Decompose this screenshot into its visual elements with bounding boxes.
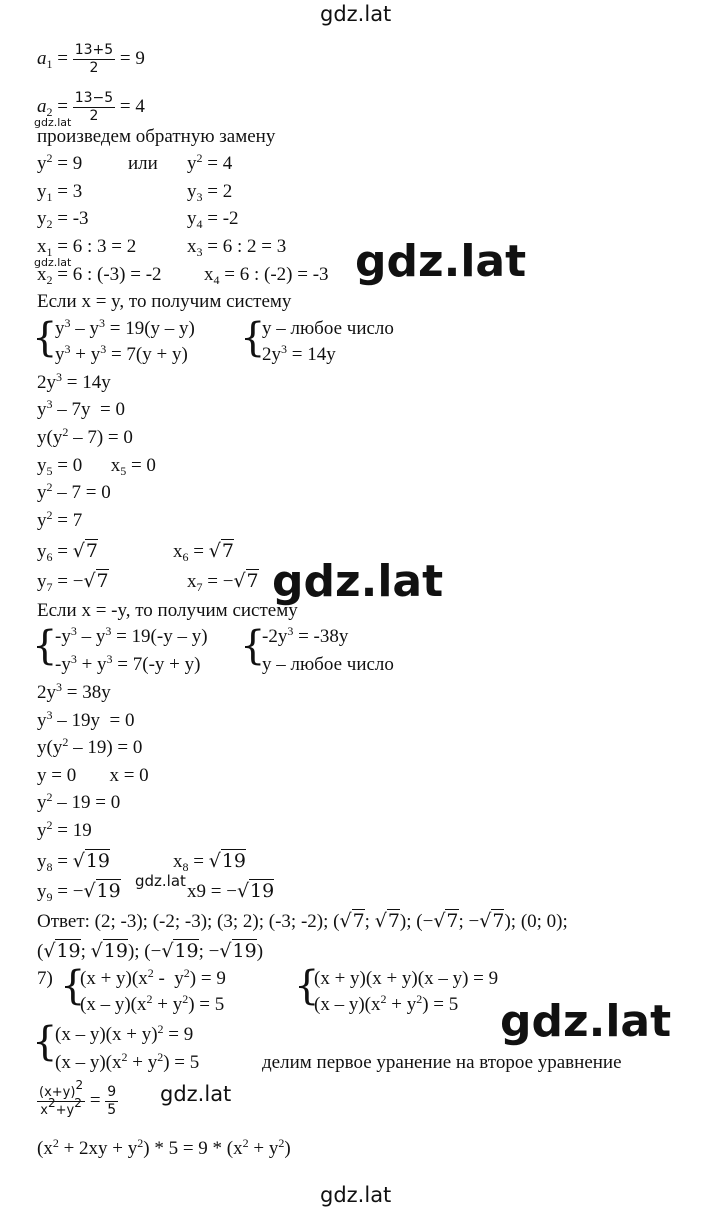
watermark-large-1: gdz.lat [355, 236, 527, 287]
a2-symbol: a [37, 95, 47, 117]
answer-label: Ответ: [37, 911, 90, 932]
line-y6: $y_6 = √7$ [37, 540, 98, 564]
a1-subscript: 1 [46, 56, 53, 71]
sys2-result: $-2y^3 = -38y$ [262, 624, 349, 647]
line-y3-19y: $y^3 - 19y = 0$ [37, 708, 135, 731]
watermark-small-2: gdz.lat [34, 256, 72, 269]
sys1-any-number: y – любое число [262, 318, 394, 339]
a1-value: = 9 [119, 47, 145, 69]
case-x-eq-y: Если x = y, то получим систему [37, 291, 292, 312]
a1-fraction [73, 42, 115, 77]
task-7-number: 7) [37, 968, 53, 989]
line-x7: $x_7 = -√7$ [187, 570, 259, 594]
a2-fraction [73, 90, 115, 125]
fraction-equation: $\frac{(x+y)^2}{x^2+y^2}$ = $\frac{9}{5}$ [39, 1078, 117, 1118]
brace-task7-b: { [294, 963, 320, 1009]
answer-line-2: (√19; √19); (−√19; −√19) [37, 940, 264, 962]
equation-a2: $a_2$ = $\frac{13-5}{2}$ = 4 [37, 90, 145, 124]
line-y3: $y_3 = 2$ [187, 181, 233, 204]
brace-right-2: { [240, 623, 266, 669]
task7-eq2: $(x - y)(x^2 + y^2) = 5$ [80, 992, 225, 1015]
watermark-inline-2: gdz.lat [160, 1082, 232, 1106]
task7-eq5: $(x - y)(x + y)^2 = 9$ [55, 1022, 194, 1045]
line-x6: $x_6 = √7$ [173, 540, 234, 564]
brace-right: { [240, 315, 266, 361]
watermark-large-3: gdz.lat [500, 996, 672, 1047]
a1-symbol: a [37, 47, 47, 69]
line-y4: $y_4 = -2$ [187, 208, 239, 231]
or-word: или [128, 153, 158, 174]
a1-numerator: 13+5 [74, 42, 114, 58]
answer-line-1: Ответ: (2; -3); (-2; -3); (3; 2); (-3; -2); (√7; √7); (−√7; −√7); (0; 0); [37, 910, 568, 932]
line-y2-19: $y^2 = 19$ [37, 818, 92, 841]
line-y2: $y_2 = -3$ [37, 208, 89, 231]
rhs-fraction: $\frac{9}{5}$ [107, 1084, 117, 1118]
sys2-eq1: $-y^3 - y^3 = 19(-y - y)$ [55, 624, 208, 647]
watermark-bottom: gdz.lat [320, 1183, 392, 1207]
brace-left-2: { [32, 623, 58, 669]
line-y3-7y: $y^3 - 7y = 0$ [37, 397, 125, 420]
line-factor-7: $y(y^2 - 7) = 0$ [37, 425, 133, 448]
sys2-any-number: y – любое число [262, 654, 394, 675]
a2-denominator: 2 [89, 108, 99, 124]
line-y9: $y_9 = -√19$ [37, 880, 121, 904]
a2-numerator: 13−5 [74, 90, 114, 106]
line-y1: $y_1 = 3$ [37, 181, 83, 204]
line-x2: $x_2 = 6$ : (-3) = -2 [37, 264, 162, 287]
brace-left: { [32, 315, 58, 361]
line-y2-7-0: $y^2 - 7 = 0$ [37, 480, 111, 503]
brace-task7-c: { [32, 1019, 58, 1065]
case-x-eq-neg-y: Если x = -y, то получим систему [37, 600, 298, 621]
a1-denominator: 2 [89, 60, 99, 76]
line-y2-7: $y^2 = 7$ [37, 508, 83, 531]
task7-eq6: $(x - y)(x^2 + y^2) = 5$ [55, 1050, 200, 1073]
line-y2-9: $y^2 = 9$ [37, 151, 83, 174]
brace-task7-a: { [60, 963, 86, 1009]
task7-eq3: (x + y)(x + y)(x – y) = 9 [314, 968, 499, 989]
watermark-small-1: gdz.lat [34, 116, 72, 129]
a2-value: = 4 [119, 95, 145, 117]
line-y0-x0: y = 0 x = 0 [37, 765, 149, 786]
sys2-eq2: $-y^3 + y^3 = 7(-y + y)$ [55, 652, 201, 675]
watermark-inline-1: gdz.lat [135, 872, 186, 890]
line-x9: x9 = −√19 [187, 880, 275, 902]
line-2y3-14y: $2y^3 = 14y$ [37, 370, 111, 393]
line-x1: $x_1 = 6$ : 3 = 2 [37, 236, 137, 259]
lhs-fraction: $\frac{(x+y)^2}{x^2+y^2}$ [39, 1078, 84, 1118]
equation-a1: $a_1$ = $\frac{13+5}{2}$ = 9 [37, 42, 145, 76]
line-x8: $x_8 = √19$ [173, 850, 247, 874]
line-2y3-38y: $2y^3 = 38y$ [37, 680, 111, 703]
line-y2-4: $y^2 = 4$ [187, 151, 233, 174]
task7-eq4: $(x - y)(x^2 + y^2) = 5$ [314, 992, 459, 1015]
line-y5: $y_5 = 0$ $x_5 = 0$ [37, 455, 156, 478]
expanded-equation: $(x^2 + 2xy + y^2) * 5 = 9 * (x^2 + y^2)$ [37, 1136, 291, 1159]
line-factor-19: $y(y^2 - 19) = 0$ [37, 735, 143, 758]
divide-note: делим первое уранение на второе уравнение [262, 1052, 622, 1073]
line-y2-19-0: $y^2 - 19 = 0$ [37, 790, 121, 813]
sys1-result: $2y^3 = 14y$ [262, 342, 336, 365]
line-x3: $x_3 = 6$ : 2 = 3 [187, 236, 287, 259]
line-y7: $y_7 = -√7$ [37, 570, 109, 594]
a2-subscript: 2 [46, 104, 53, 119]
watermark-top: gdz.lat [320, 2, 392, 26]
watermark-large-2: gdz.lat [272, 556, 444, 607]
reverse-substitution-text: произведем обратную замену [37, 126, 276, 147]
sys1-eq1: $y^3 - y^3 = 19(y - y)$ [55, 316, 195, 339]
task7-eq1: $(x + y)(x^2 - y^2) = 9$ [80, 966, 226, 989]
line-x4: $x_4 = 6$ : (-2) = -3 [204, 264, 329, 287]
sys1-eq2: $y^3 + y^3 = 7(y + y)$ [55, 342, 188, 365]
line-y8: $y_8 = √19$ [37, 850, 111, 874]
